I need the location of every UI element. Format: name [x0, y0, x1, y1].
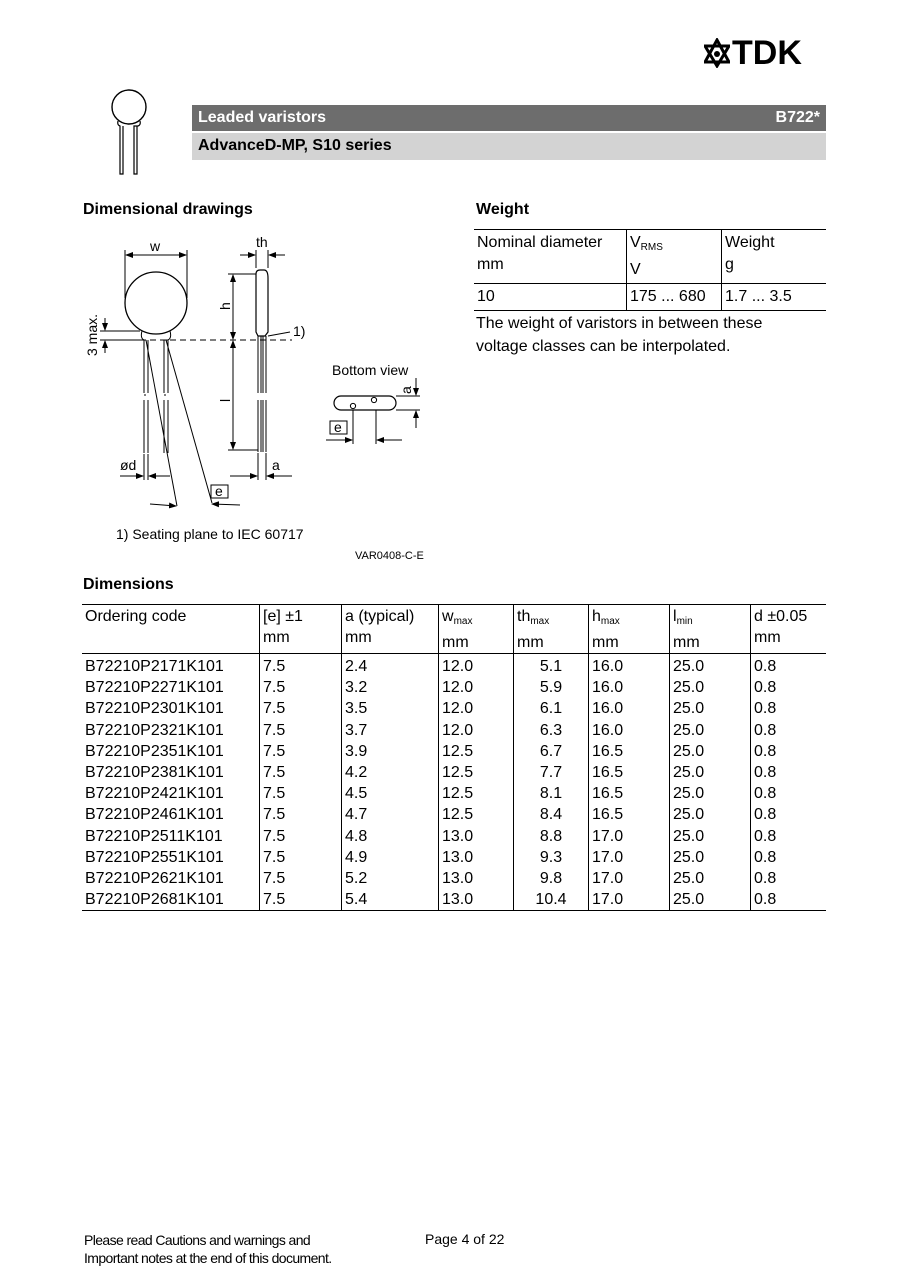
table-cell: 8.1 — [514, 783, 589, 804]
table-cell: 3.2 — [342, 677, 439, 698]
table-cell: 0.8 — [751, 677, 827, 698]
table-cell: 4.7 — [342, 804, 439, 825]
table-cell: 13.0 — [439, 847, 514, 868]
label-l: l — [217, 398, 233, 402]
table-cell: 0.8 — [751, 654, 827, 678]
footer-note-line-1: Please read Cautions and warnings and — [84, 1232, 311, 1248]
table-cell: B72210P2301K101 — [85, 700, 224, 718]
tdk-emblem-icon — [704, 38, 730, 68]
table-cell: 4.2 — [342, 762, 439, 783]
table-cell: 12.5 — [439, 762, 514, 783]
table-cell: 12.5 — [439, 804, 514, 825]
table-cell: 7.5 — [260, 677, 342, 698]
table-cell: 16.0 — [589, 720, 670, 741]
table-cell: 25.0 — [670, 677, 751, 698]
table-cell: 0.8 — [751, 720, 827, 741]
label-3-max: 3 max. — [84, 313, 100, 356]
table-cell: 25.0 — [670, 720, 751, 741]
label-a: a — [272, 457, 280, 473]
label-h: h — [217, 302, 233, 310]
table-row — [82, 847, 826, 868]
table-cell: 12.5 — [439, 741, 514, 762]
weight-table — [474, 229, 826, 311]
table-cell: 17.0 — [589, 868, 670, 889]
table-cell: B72210P2621K101 — [85, 870, 224, 888]
table-cell: 9.8 — [514, 868, 589, 889]
table-cell: 7.5 — [260, 698, 342, 719]
table-cell: 25.0 — [670, 698, 751, 719]
table-cell: 5.1 — [514, 654, 589, 678]
table-cell: 0.8 — [751, 804, 827, 825]
table-cell: 3.7 — [342, 720, 439, 741]
table-cell: 0.8 — [751, 741, 827, 762]
table-cell: 7.5 — [260, 783, 342, 804]
table-cell: 25.0 — [670, 868, 751, 889]
tdk-logo — [704, 36, 828, 70]
weight-note: The weight of varistors in between these voltage classes can be interpolated. — [476, 315, 763, 355]
table-row — [82, 654, 826, 678]
table-cell: 2.4 — [342, 654, 439, 678]
table-row — [82, 720, 826, 741]
col-w-max: $w_{max}$ mm — [439, 605, 514, 654]
table-row — [82, 762, 826, 783]
table-cell: B72210P2171K101 — [85, 658, 224, 675]
table-cell: B72210P2551K101 — [85, 848, 224, 866]
table-row — [82, 698, 826, 719]
drawing-code: VAR0408-C-E — [355, 550, 424, 562]
table-row — [82, 741, 826, 762]
table-cell: B72210P2271K101 — [85, 679, 224, 697]
table-cell: 16.0 — [589, 654, 670, 678]
table-cell: 7.5 — [260, 741, 342, 762]
col-e: [e] ±1 mm — [260, 605, 342, 654]
table-cell: 4.5 — [342, 783, 439, 804]
weight-col-nominal-diameter: Nominal diameter mm — [477, 234, 603, 273]
table-cell: 6.3 — [514, 720, 589, 741]
weight-table-header-row — [474, 230, 826, 284]
table-row — [82, 783, 826, 804]
label-w: w — [150, 238, 161, 254]
header-series-bar — [192, 133, 826, 160]
label-th: th — [256, 234, 268, 250]
table-cell: 3.9 — [342, 741, 439, 762]
table-cell: 7.5 — [260, 720, 342, 741]
table-cell: 4.8 — [342, 826, 439, 847]
table-cell: 0.8 — [751, 826, 827, 847]
col-th-max: $th_{max}$ mm — [514, 605, 589, 654]
table-cell: 25.0 — [670, 889, 751, 911]
weight-heading: Weight — [476, 201, 530, 218]
table-cell: 12.0 — [439, 654, 514, 678]
table-cell: 12.5 — [439, 783, 514, 804]
table-cell: 16.5 — [589, 762, 670, 783]
table-cell: 5.9 — [514, 677, 589, 698]
table-cell: 8.8 — [514, 826, 589, 847]
table-cell: 0.8 — [751, 698, 827, 719]
table-cell: 9.3 — [514, 847, 589, 868]
dimensions-table-body — [82, 654, 826, 911]
table-cell: 0.8 — [751, 762, 827, 783]
table-cell: 25.0 — [670, 762, 751, 783]
table-cell: 5.4 — [342, 889, 439, 911]
label-e-bottom-view: e — [334, 419, 342, 435]
table-cell: 25.0 — [670, 804, 751, 825]
table-cell: 7.5 — [260, 868, 342, 889]
table-cell: 16.0 — [589, 698, 670, 719]
table-cell: 12.0 — [439, 720, 514, 741]
table-row — [82, 889, 826, 911]
weight-col-vrms: $V_{RMS}$ V — [627, 230, 722, 284]
footer-note-line-2: Important notes at the end of this document. — [84, 1250, 332, 1266]
label-od: ød — [120, 457, 137, 473]
drawing-footnote: 1) Seating plane to IEC 60717 — [116, 526, 304, 542]
table-cell: 25.0 — [670, 783, 751, 804]
page-number: Page 4 of 22 — [425, 1231, 505, 1247]
table-cell: B72210P2321K101 — [85, 721, 224, 739]
table-cell: B72210P2381K101 — [85, 764, 224, 782]
col-d: d ±0.05 mm — [751, 605, 827, 654]
dimensions-header-row — [82, 605, 826, 654]
table-cell: 7.5 — [260, 847, 342, 868]
table-cell: 13.0 — [439, 868, 514, 889]
table-cell: 6.1 — [514, 698, 589, 719]
table-cell: 17.0 — [589, 826, 670, 847]
header-product-bar — [192, 105, 826, 131]
table-cell: 13.0 — [439, 826, 514, 847]
table-cell: 7.5 — [260, 826, 342, 847]
table-row — [82, 826, 826, 847]
table-cell: 25.0 — [670, 654, 751, 678]
table-cell: 10.4 — [514, 889, 589, 911]
table-cell: 16.5 — [589, 783, 670, 804]
table-row — [82, 804, 826, 825]
table-cell: 7.5 — [260, 804, 342, 825]
table-cell: 25.0 — [670, 847, 751, 868]
table-cell: 0.8 — [751, 847, 827, 868]
table-cell: 16.5 — [589, 741, 670, 762]
table-cell: 8.4 — [514, 804, 589, 825]
dimensional-drawings-heading: Dimensional drawings — [83, 201, 253, 218]
product-line-title: Leaded varistors — [198, 109, 327, 126]
label-note-ref: 1) — [293, 323, 306, 339]
part-prefix: B722* — [775, 109, 820, 126]
table-row: 10 175 ... 680 1.7 ... 3.5 — [474, 284, 826, 311]
label-a-bottom-view: a — [398, 386, 414, 394]
table-cell: 4.9 — [342, 847, 439, 868]
table-cell: 0.8 — [751, 783, 827, 804]
table-cell: 17.0 — [589, 889, 670, 911]
dimensions-table — [82, 604, 826, 911]
footer-note — [84, 1231, 332, 1267]
weight-col-weight: Weight g — [722, 230, 827, 284]
table-cell: 0.8 — [751, 868, 827, 889]
table-cell: 13.0 — [439, 889, 514, 911]
series-title: AdvanceD-MP, S10 series — [198, 137, 392, 154]
label-bottom-view: Bottom view — [332, 362, 409, 378]
table-cell: 12.0 — [439, 698, 514, 719]
table-cell: 25.0 — [670, 826, 751, 847]
col-a: a (typical) mm — [342, 605, 439, 654]
col-l-min: $l_{min}$ mm — [670, 605, 751, 654]
table-cell: 7.7 — [514, 762, 589, 783]
table-cell: 7.5 — [260, 762, 342, 783]
table-cell: 25.0 — [670, 741, 751, 762]
dimensional-drawing — [80, 228, 440, 568]
table-cell: B72210P2421K101 — [85, 785, 224, 803]
table-cell: B72210P2461K101 — [85, 806, 224, 824]
table-cell: 7.5 — [260, 654, 342, 678]
varistor-icon — [104, 88, 152, 178]
logo-text: TDK — [732, 34, 802, 72]
table-cell: 16.0 — [589, 677, 670, 698]
col-ordering-code: Ordering code — [85, 608, 187, 625]
label-e: e — [215, 483, 223, 499]
table-row — [82, 868, 826, 889]
table-cell: 12.0 — [439, 677, 514, 698]
table-row — [82, 677, 826, 698]
table-cell: 5.2 — [342, 868, 439, 889]
dimensions-heading: Dimensions — [83, 576, 174, 593]
table-cell: 6.7 — [514, 741, 589, 762]
table-cell: 17.0 — [589, 847, 670, 868]
table-cell: 16.5 — [589, 804, 670, 825]
table-cell: B72210P2511K101 — [85, 827, 223, 845]
table-cell: 0.8 — [751, 889, 827, 911]
table-cell: 7.5 — [260, 889, 342, 911]
table-cell: B72210P2681K101 — [85, 891, 224, 909]
table-cell: 3.5 — [342, 698, 439, 719]
table-cell: B72210P2351K101 — [85, 742, 224, 760]
col-h-max: $h_{max}$ mm — [589, 605, 670, 654]
